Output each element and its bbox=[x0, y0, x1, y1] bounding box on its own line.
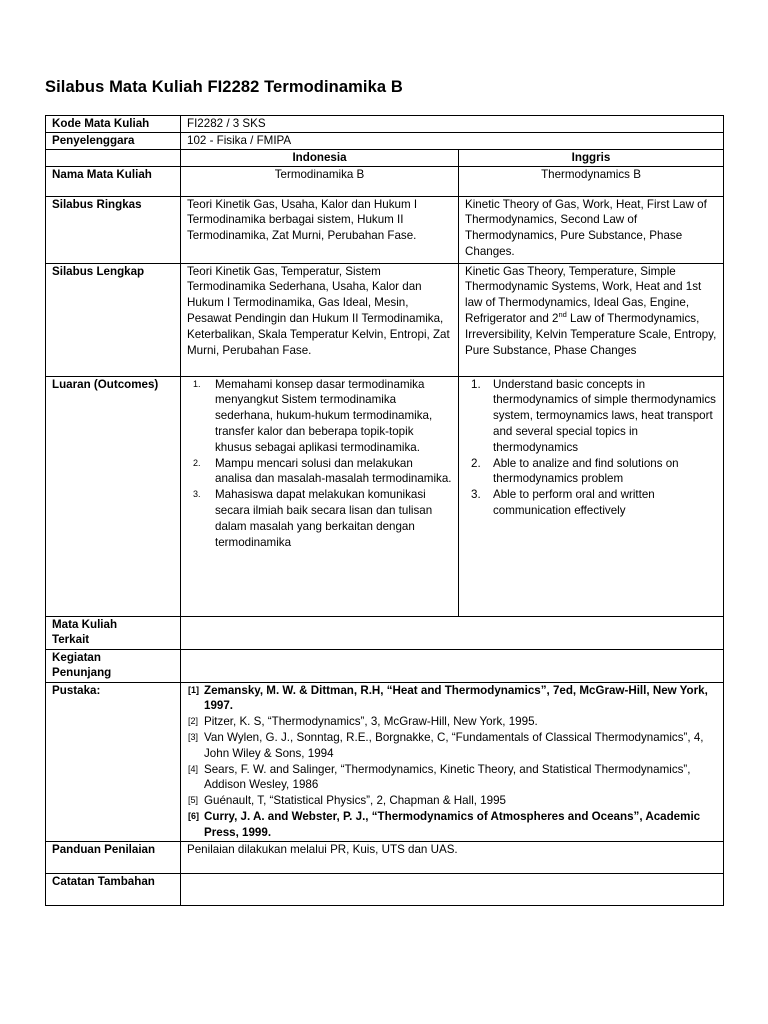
value-kegiatan-penunjang bbox=[181, 649, 724, 682]
reference-number: [6] bbox=[188, 810, 199, 821]
row-silabus-lengkap bbox=[46, 263, 724, 376]
reference-item bbox=[188, 714, 717, 730]
outcome-number: 2. bbox=[471, 456, 481, 470]
reference-number: [1] bbox=[188, 684, 199, 695]
outcome-item bbox=[471, 487, 717, 519]
reference-text: Pitzer, K. S, “Thermodynamics”, 3, McGraw-Hill, New York, 1995. bbox=[204, 715, 538, 729]
value-catatan-tambahan bbox=[181, 873, 724, 905]
label-line: Terkait bbox=[52, 633, 90, 647]
reference-number: [3] bbox=[188, 731, 199, 742]
outcome-text: Memahami konsep dasar termodinamika menyangkut Sistem termodinamika sederhana, hukum-hukum termodinamika, transfer kalor dan beberapa topik-topik khusus sebagai aplikasi termodinamika. bbox=[215, 377, 433, 454]
reference-text: Guénault, T, “Statistical Physics”, 2, Chapman & Hall, 1995 bbox=[204, 794, 507, 808]
reference-item bbox=[188, 730, 717, 762]
outcome-text: Able to perform oral and written communication effectively bbox=[493, 488, 655, 517]
outcome-text: Mahasiswa dapat melakukan komunikasi secara ilmiah baik secara lisan dan tulisan dalam masalah yang berkaitan dengan termodinamika bbox=[215, 488, 433, 549]
label-silabus-ringkas: Silabus Ringkas bbox=[46, 196, 181, 263]
reference-number: [2] bbox=[188, 716, 199, 727]
label-silabus-lengkap: Silabus Lengkap bbox=[46, 263, 181, 376]
row-silabus-ringkas bbox=[46, 196, 724, 263]
row-pustaka bbox=[46, 682, 724, 841]
outcome-item bbox=[193, 487, 452, 550]
ringkas-inggris: Kinetic Theory of Gas, Work, Heat, First Law of Thermodynamics, Second Law of Thermodynamics, Pure Substance, Phase Changes. bbox=[459, 196, 724, 263]
label-catatan-tambahan: Catatan Tambahan bbox=[46, 873, 181, 905]
reference-item bbox=[188, 793, 717, 809]
value-mata-kuliah-terkait bbox=[181, 616, 724, 649]
reference-text: Zemansky, M. W. & Dittman, R.H, “Heat and Thermodynamics”, 7ed, McGraw-Hill, New York, 1997. bbox=[204, 683, 708, 713]
ringkas-indonesia: Teori Kinetik Gas, Usaha, Kalor dan Hukum I Termodinamika berbagai sistem, Hukum II Termodinamika, Zat Murni, Perubahan Fase. bbox=[181, 196, 459, 263]
nama-inggris: Thermodynamics B bbox=[459, 166, 724, 196]
lengkap-inggris-part2: Law of Thermodynamics, Irreversibility, Kelvin Temperature Scale, Entropy, Pure Substance, Phase Changes bbox=[465, 311, 717, 357]
outcome-item bbox=[193, 456, 452, 488]
outcome-text: Understand basic concepts in thermodynamics of simple thermodynamics system, termoynamics laws, heat transport and several special topics in thermodynamics bbox=[493, 377, 716, 454]
value-kode: FI2282 / 3 SKS bbox=[181, 116, 724, 133]
header-empty bbox=[46, 149, 181, 166]
reference-item bbox=[188, 683, 717, 715]
reference-number: [4] bbox=[188, 763, 199, 774]
label-line: Kegiatan bbox=[52, 650, 101, 664]
luaran-inggris bbox=[459, 376, 724, 616]
outcome-item bbox=[471, 377, 717, 456]
outcome-number: 2. bbox=[193, 457, 201, 468]
reference-text: Curry, J. A. and Webster, P. J., “Thermodynamics of Atmospheres and Oceans”, Academic Press, 1999. bbox=[204, 809, 701, 839]
label-nama: Nama Mata Kuliah bbox=[46, 166, 181, 196]
row-mata-kuliah-terkait bbox=[46, 616, 724, 649]
header-indonesia: Indonesia bbox=[181, 149, 459, 166]
label-panduan-penilaian: Panduan Penilaian bbox=[46, 841, 181, 873]
syllabus-table bbox=[45, 115, 724, 906]
reference-number: [5] bbox=[188, 795, 199, 806]
row-catatan-tambahan bbox=[46, 873, 724, 905]
label-line: Mata Kuliah bbox=[52, 617, 118, 631]
pustaka-content bbox=[181, 682, 724, 841]
lengkap-inggris bbox=[459, 263, 724, 376]
outcomes-list-inggris bbox=[471, 377, 717, 519]
row-kode bbox=[46, 116, 724, 133]
reference-item bbox=[188, 762, 717, 794]
page-title: Silabus Mata Kuliah FI2282 Termodinamika B bbox=[45, 78, 403, 96]
outcome-item bbox=[193, 377, 452, 456]
outcome-number: 1. bbox=[471, 377, 481, 391]
value-penyelenggara: 102 - Fisika / FMIPA bbox=[181, 133, 724, 150]
label-kode: Kode Mata Kuliah bbox=[46, 116, 181, 133]
header-inggris: Inggris bbox=[459, 149, 724, 166]
outcome-text: Able to analize and find solutions on thermodynamics problem bbox=[493, 456, 679, 486]
row-luaran bbox=[46, 376, 724, 616]
reference-item bbox=[188, 809, 717, 841]
reference-text: Van Wylen, G. J., Sonntag, R.E., Borgnakke, C, “Fundamentals of Classical Thermodynamics”, 4, John Wiley & Sons, 1994 bbox=[204, 730, 704, 760]
label-pustaka: Pustaka: bbox=[46, 682, 181, 841]
row-column-headers bbox=[46, 149, 724, 166]
row-nama bbox=[46, 166, 724, 196]
outcome-number: 1. bbox=[193, 378, 201, 389]
label-penyelenggara: Penyelenggara bbox=[46, 133, 181, 150]
outcomes-list-indonesia bbox=[193, 377, 452, 551]
reference-list bbox=[188, 683, 717, 841]
outcome-number: 3. bbox=[193, 489, 201, 500]
outcome-text: Mampu mencari solusi dan melakukan analisa dan masalah-masalah termodinamika. bbox=[215, 456, 452, 486]
row-penyelenggara bbox=[46, 133, 724, 150]
luaran-indonesia bbox=[181, 376, 459, 616]
row-panduan-penilaian bbox=[46, 841, 724, 873]
reference-text: Sears, F. W. and Salinger, “Thermodynamics, Kinetic Theory, and Statistical Thermodynamics”, Addison Wesley, 1986 bbox=[204, 762, 691, 792]
lengkap-inggris-superscript: nd bbox=[558, 310, 567, 320]
label-kegiatan-penunjang bbox=[46, 649, 181, 682]
outcome-number: 3. bbox=[471, 488, 481, 502]
row-kegiatan-penunjang bbox=[46, 649, 724, 682]
outcome-item bbox=[471, 456, 717, 488]
nama-indonesia: Termodinamika B bbox=[181, 166, 459, 196]
label-mata-kuliah-terkait bbox=[46, 616, 181, 649]
lengkap-inggris-part1: Kinetic Gas Theory, Temperature, Simple Thermodynamic Systems, Work, Heat and 1st law of Thermodynamics, Ideal Gas, Engine, Refrigerator and 2 bbox=[465, 264, 702, 325]
label-line: Penunjang bbox=[52, 666, 112, 680]
value-panduan-penilaian: Penilaian dilakukan melalui PR, Kuis, UTS dan UAS. bbox=[181, 841, 724, 873]
lengkap-indonesia: Teori Kinetik Gas, Temperatur, Sistem Termodinamika Sederhana, Usaha, Kalor dan Hukum I Termodinamika, Gas Ideal, Mesin, Pesawat Pendingin dan Hukum II Termodinamika, Keterbalikan, Skala Temperatur Kelvin, Entropi, Zat Murni, Perubahan Fase. bbox=[181, 263, 459, 376]
label-luaran: Luaran (Outcomes) bbox=[46, 376, 181, 616]
